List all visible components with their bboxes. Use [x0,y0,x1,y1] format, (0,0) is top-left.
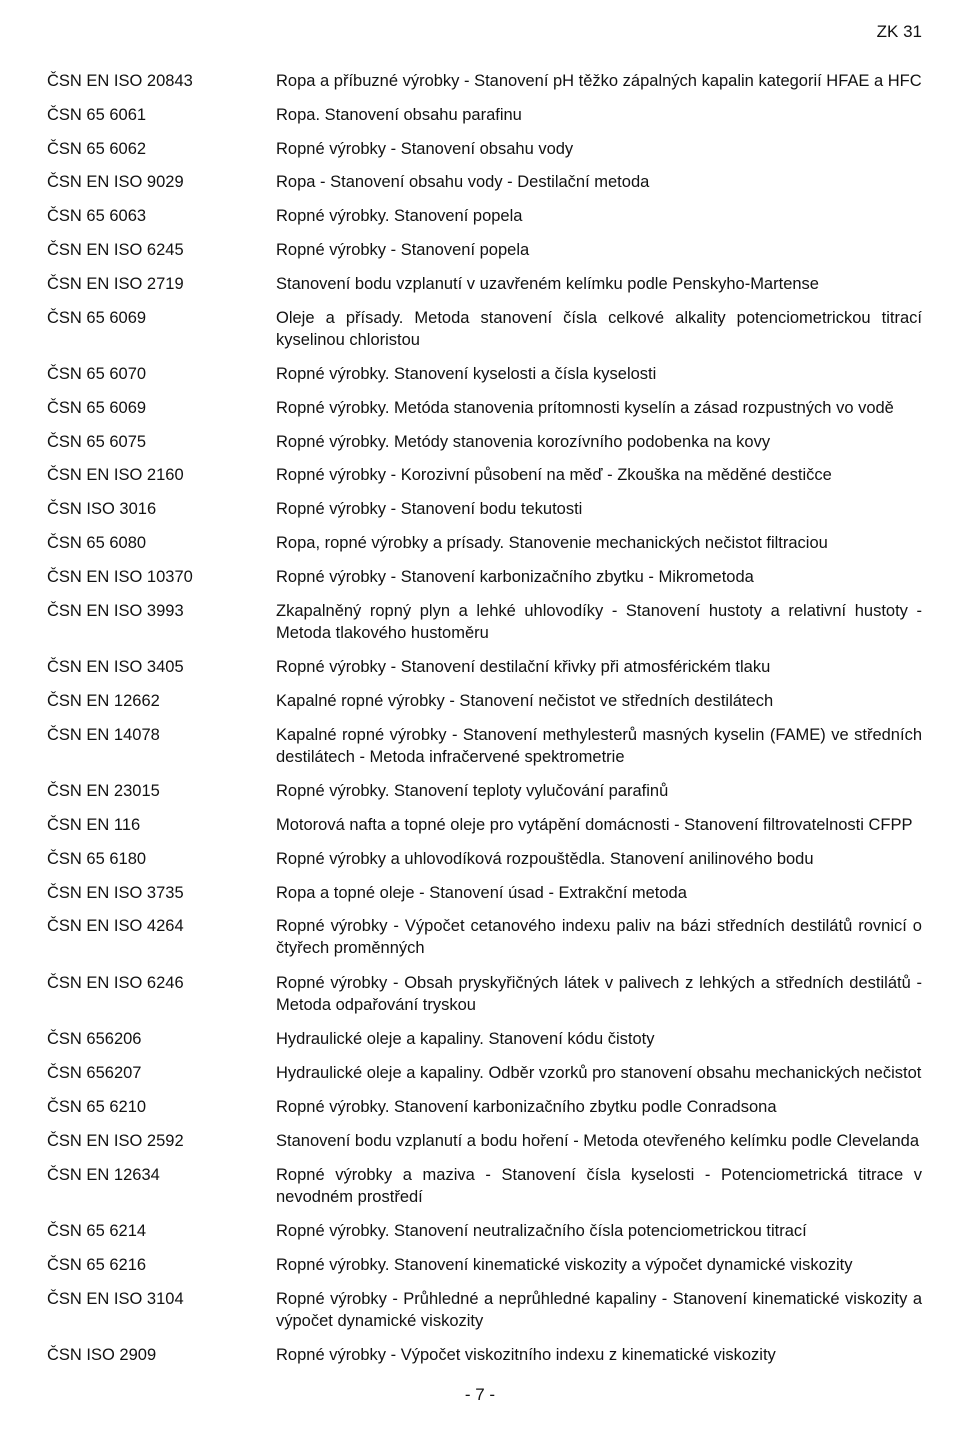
table-row [0,132,960,166]
table-row [0,64,960,98]
standard-title: Ropné výrobky - Výpočet cetanového indexu paliv na bázi středních destilátů rovnicí o čtyřech proměnných [276,917,922,958]
standard-title: Zkapalněný ropný plyn a lehké uhlovodíky - Stanovení hustoty a relativní hustoty - Metoda tlakového hustoměru [276,601,922,642]
standard-title: Ropné výrobky - Korozivní působení na měď - Zkouška na měděné destičce [276,466,832,485]
table-row [0,774,960,808]
standard-title: Ropa a příbuzné výrobky - Stanovení pH těžko zápalných kapalin kategorií HFAE a HFC [276,72,922,90]
table-row [0,1124,960,1158]
standard-title: Kapalné ropné výrobky - Stanovení nečistot ve středních destilátech [276,691,774,710]
standard-code: ČSN 656206 [47,1030,142,1049]
standard-title: Ropné výrobky - Obsah pryskyřičných látek v palivech z lehkých a středních destilátů - Metoda odpařování tryskou [276,973,922,1014]
table-row [0,357,960,391]
standard-code: ČSN EN ISO 2592 [47,1131,184,1150]
standard-title: Hydraulické oleje a kapaliny. Odběr vzorků pro stanovení obsahu mechanických nečistot [276,1064,922,1083]
standard-title: Hydraulické oleje a kapaliny. Stanovení kódu čistoty [276,1030,655,1049]
standard-title: Ropné výrobky. Stanovení karbonizačního zbytku podle Conradsona [276,1098,777,1117]
table-row [0,1338,960,1372]
table-row [0,1248,960,1282]
standard-code: ČSN EN ISO 20843 [47,72,193,90]
standard-code: ČSN EN 116 [47,816,141,835]
standard-title: Ropa. Stanovení obsahu parafinu [276,105,522,124]
table-row [0,1282,960,1339]
table-row [0,909,960,966]
table-row [0,876,960,910]
table-row [0,98,960,132]
standard-code: ČSN ISO 2909 [47,1346,157,1365]
standard-code: ČSN EN ISO 6245 [47,240,184,259]
standard-code: ČSN EN 14078 [47,725,160,744]
standard-title: Ropné výrobky. Metódy stanovenia korozívního podobenka na kovy [276,432,771,451]
standard-title: Ropa, ropné výrobky a prísady. Stanovenie mechanických nečistot filtraciou [276,534,828,553]
standard-title: Ropa a topné oleje - Stanovení úsad - Extrakční metoda [276,883,687,902]
standard-title: Ropa - Stanovení obsahu vody - Destilační metoda [276,173,650,192]
standard-code: ČSN 65 6080 [47,534,147,553]
standard-code: ČSN 65 6063 [47,207,147,226]
standard-title: Stanovení bodu vzplanutí v uzavřeném kelímku podle Penskyho-Martense [276,274,819,293]
standard-title: Stanovení bodu vzplanutí a bodu hoření - Metoda otevřeného kelímku podle Clevelanda [276,1131,920,1150]
page-number: - 7 - [464,1385,496,1404]
table-row [0,165,960,199]
standard-title: Ropné výrobky. Stanovení popela [276,207,523,226]
standard-code: ČSN EN ISO 6246 [47,973,184,992]
standard-title: Ropné výrobky - Průhledné a neprůhledné kapaliny - Stanovení kinematické viskozity a výpočet dynamické viskozity [276,1289,922,1330]
standard-code: ČSN 656207 [47,1064,142,1083]
standard-code: ČSN EN ISO 9029 [47,173,184,192]
standard-code: ČSN EN ISO 3735 [47,883,184,902]
standard-code: ČSN 65 6070 [47,365,147,384]
standard-code: ČSN EN ISO 3104 [47,1289,184,1308]
standard-title: Ropné výrobky - Stanovení obsahu vody [276,139,574,158]
standard-title: Motorová nafta a topné oleje pro vytápění domácnosti - Stanovení filtrovatelnosti CFPP [276,816,913,835]
standard-title: Ropné výrobky - Stanovení popela [276,240,530,259]
standard-code: ČSN EN 12634 [47,1165,160,1184]
standard-code: ČSN 65 6075 [47,432,147,451]
table-row [0,492,960,526]
standard-code: ČSN EN ISO 10370 [47,567,193,586]
standard-title: Ropné výrobky - Stanovení bodu tekutosti [276,500,583,519]
standard-code: ČSN 65 6214 [47,1222,147,1241]
standard-code: ČSN 65 6216 [47,1255,147,1274]
standard-code: ČSN EN ISO 2719 [47,274,184,293]
document-code: ZK 31 [876,22,922,41]
standard-code: ČSN 65 6062 [47,139,147,158]
standard-title: Ropné výrobky a maziva - Stanovení čísla kyselosti - Potenciometrická titrace v nevodném prostředí [276,1165,922,1206]
table-row [0,267,960,301]
standard-code: ČSN EN 23015 [47,782,160,801]
standard-code: ČSN EN ISO 3993 [47,601,184,620]
table-row [0,560,960,594]
standard-code: ČSN 65 6061 [47,105,147,124]
standards-table [0,64,960,1372]
standard-title: Ropné výrobky - Stanovení karbonizačního zbytku - Mikrometoda [276,567,754,586]
table-row [0,650,960,684]
standard-code: ČSN EN 12662 [47,691,160,710]
table-row [0,391,960,425]
standard-code: ČSN 65 6210 [47,1098,147,1117]
standard-code: ČSN 65 6180 [47,849,147,868]
standard-code: ČSN EN ISO 4264 [47,917,184,936]
standard-title: Ropné výrobky. Stanovení neutralizačního čísla potenciometrickou titrací [276,1222,807,1241]
table-row [0,301,960,358]
table-row [0,842,960,876]
table-row [0,684,960,718]
standard-title: Ropné výrobky - Výpočet viskozitního indexu z kinematické viskozity [276,1346,776,1365]
table-row [0,199,960,233]
standard-code: ČSN EN ISO 2160 [47,466,184,485]
table-row [0,526,960,560]
standard-code: ČSN 65 6069 [47,308,147,327]
table-row [0,1022,960,1056]
standard-code: ČSN 65 6069 [47,398,147,417]
table-row [0,718,960,775]
standard-code: ČSN EN ISO 3405 [47,658,184,677]
standard-title: Oleje a přísady. Metoda stanovení čísla celkové alkality potenciometrickou titrací kyselinou chloristou [276,308,922,349]
standard-title: Ropné výrobky - Stanovení destilační křivky při atmosférickém tlaku [276,658,771,677]
standard-title: Kapalné ropné výrobky - Stanovení methylesterů masných kyselin (FAME) ve středních destilátech - Metoda infračervené spektrometrie [276,725,922,766]
standard-code: ČSN ISO 3016 [47,500,157,519]
table-row [0,594,960,651]
standard-title: Ropné výrobky. Stanovení teploty vylučování parafinů [276,782,669,801]
table-row [0,425,960,459]
table-row [0,966,960,1023]
table-row [0,808,960,842]
standard-title: Ropné výrobky. Stanovení kinematické viskozity a výpočet dynamické viskozity [276,1255,853,1274]
standard-title: Ropné výrobky a uhlovodíková rozpouštědla. Stanovení anilinového bodu [276,849,814,868]
table-row [0,233,960,267]
table-row [0,1214,960,1248]
standard-title: Ropné výrobky. Metóda stanovenia prítomnosti kyselín a zásad rozpustných vo vodě [276,398,894,417]
table-row [0,458,960,492]
table-row [0,1090,960,1124]
table-row [0,1056,960,1090]
standard-title: Ropné výrobky. Stanovení kyselosti a čísla kyselosti [276,365,657,384]
table-row [0,1158,960,1215]
